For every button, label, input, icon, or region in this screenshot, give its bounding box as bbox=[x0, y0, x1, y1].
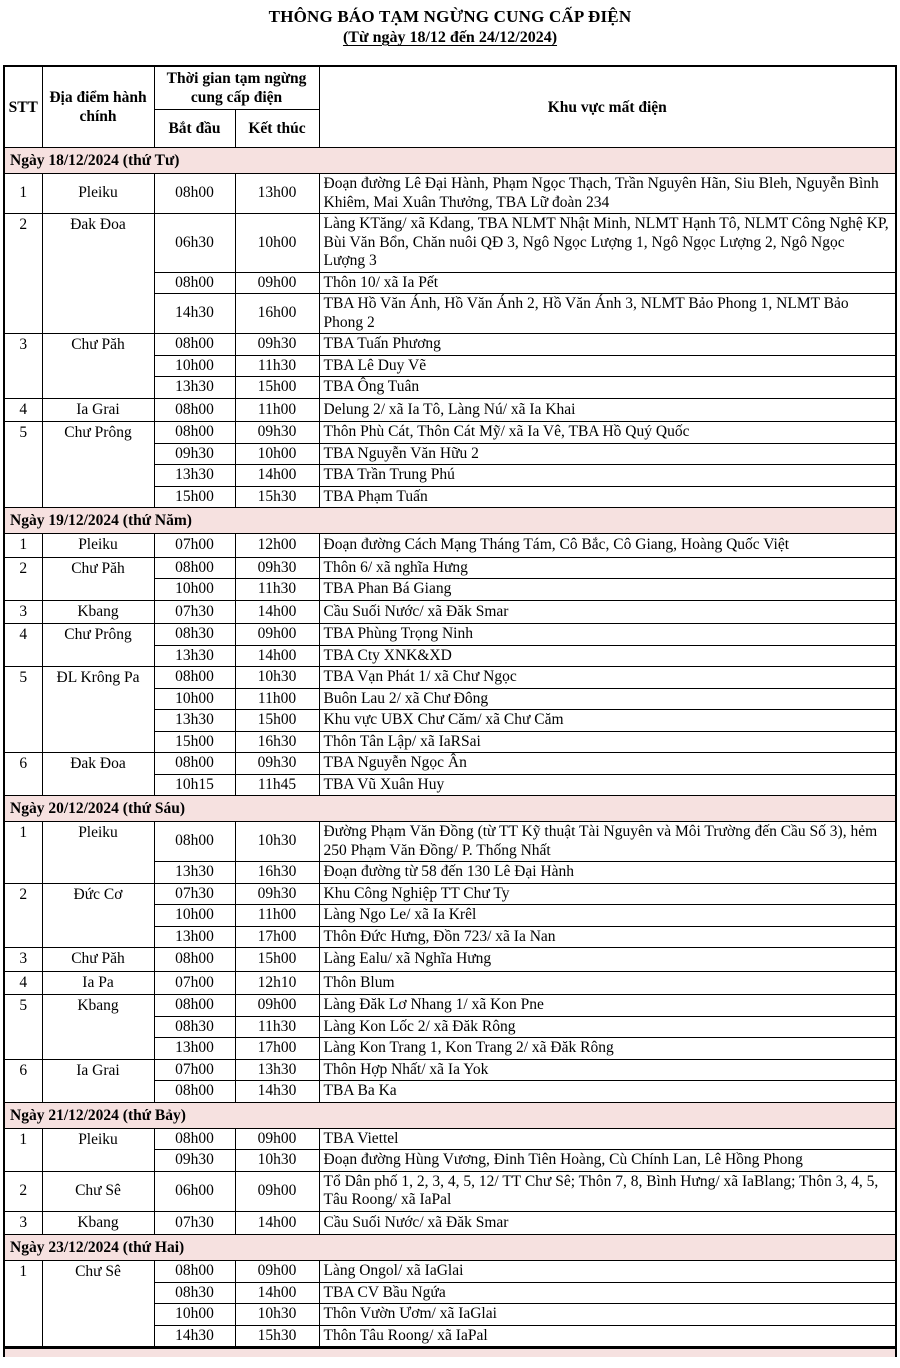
stt-cell: 6 bbox=[4, 753, 42, 796]
end-time-cell: 15h30 bbox=[235, 486, 319, 508]
location-cell: Pleiku bbox=[42, 534, 154, 558]
table-row bbox=[4, 334, 896, 356]
header-time-group: Thời gian tạm ngừng cung cấp điện bbox=[154, 66, 319, 110]
start-time-cell: 08h00 bbox=[154, 822, 235, 862]
start-time-cell: 08h00 bbox=[154, 398, 235, 422]
end-time-cell: 16h30 bbox=[235, 731, 319, 753]
start-time-cell: 08h00 bbox=[154, 995, 235, 1017]
table-row bbox=[4, 1128, 896, 1150]
end-time-cell: 11h30 bbox=[235, 355, 319, 377]
start-time-cell: 13h30 bbox=[154, 710, 235, 732]
outage-area-cell: Khu Công Nghiệp TT Chư Ty bbox=[319, 883, 896, 905]
stt-cell: 2 bbox=[4, 557, 42, 600]
end-time-cell: 15h00 bbox=[235, 948, 319, 972]
header-location: Địa điểm hành chính bbox=[42, 66, 154, 148]
table-row bbox=[4, 600, 896, 624]
end-time-cell: 11h00 bbox=[235, 688, 319, 710]
outage-area-cell: TBA Tuấn Phương bbox=[319, 334, 896, 356]
location-cell: ĐL Krông Pa bbox=[42, 667, 154, 753]
start-time-cell: 10h15 bbox=[154, 774, 235, 796]
start-time-cell: 07h30 bbox=[154, 1211, 235, 1235]
outage-area-cell: Thôn Vườn Ươm/ xã IaGlai bbox=[319, 1304, 896, 1326]
start-time-cell: 08h30 bbox=[154, 624, 235, 646]
header-end: Kết thúc bbox=[235, 110, 319, 148]
section-date-label: Ngày 18/12/2024 (thứ Tư) bbox=[4, 148, 896, 174]
start-time-cell: 13h30 bbox=[154, 377, 235, 399]
outage-area-cell: Cầu Suối Nước/ xã Đăk Smar bbox=[319, 1211, 896, 1235]
table-row bbox=[4, 667, 896, 689]
table-row bbox=[4, 753, 896, 775]
end-time-cell: 15h30 bbox=[235, 1325, 319, 1347]
end-time-cell: 12h00 bbox=[235, 534, 319, 558]
section-date-label: Ngày 23/12/2024 (thứ Hai) bbox=[4, 1235, 896, 1261]
start-time-cell: 13h30 bbox=[154, 862, 235, 884]
location-cell: Kbang bbox=[42, 1211, 154, 1235]
end-time-cell: 14h00 bbox=[235, 1282, 319, 1304]
page-subtitle bbox=[0, 27, 900, 48]
table-row bbox=[4, 948, 896, 972]
start-time-cell: 08h00 bbox=[154, 334, 235, 356]
outage-area-cell: Làng Kon Lốc 2/ xã Đăk Rông bbox=[319, 1016, 896, 1038]
outage-area-cell: TBA Viettel bbox=[319, 1128, 896, 1150]
location-cell: Ia Grai bbox=[42, 398, 154, 422]
end-time-cell: 09h00 bbox=[235, 995, 319, 1017]
end-time-cell: 09h00 bbox=[235, 272, 319, 294]
outage-area-cell: Cầu Suối Nước/ xã Đăk Smar bbox=[319, 600, 896, 624]
section-date-row bbox=[4, 796, 896, 822]
outage-area-cell: Tổ Dân phố 1, 2, 3, 4, 5, 12/ TT Chư Sê; Thôn 7, 8, Bình Hưng/ xã IaBlang; Thôn 3, 4, 5, Tâu Roong/ xã IaPal bbox=[319, 1171, 896, 1211]
stt-cell: 3 bbox=[4, 1211, 42, 1235]
start-time-cell: 08h00 bbox=[154, 174, 235, 214]
outage-area-cell: TBA Nguyễn Văn Hữu 2 bbox=[319, 443, 896, 465]
outage-area-cell: Làng Ongol/ xã IaGlai bbox=[319, 1261, 896, 1283]
outage-area-cell: Đoạn đường từ 58 đến 130 Lê Đại Hành bbox=[319, 862, 896, 884]
page-title: THÔNG BÁO TẠM NGỪNG CUNG CẤP ĐIỆN bbox=[268, 7, 632, 26]
end-time-cell: 11h30 bbox=[235, 579, 319, 601]
table-row bbox=[4, 1171, 896, 1211]
start-time-cell: 10h00 bbox=[154, 688, 235, 710]
outage-area-cell: Thôn Phù Cát, Thôn Cát Mỹ/ xã Ia Vê, TBA Hồ Quý Quốc bbox=[319, 422, 896, 444]
outage-area-cell: TBA Ông Tuân bbox=[319, 377, 896, 399]
end-time-cell: 14h00 bbox=[235, 600, 319, 624]
stt-cell: 2 bbox=[4, 883, 42, 948]
start-time-cell: 13h00 bbox=[154, 1038, 235, 1060]
stt-cell: 2 bbox=[4, 214, 42, 334]
location-cell: Chư Păh bbox=[42, 948, 154, 972]
outage-area-cell: TBA Vạn Phát 1/ xã Chư Ngọc bbox=[319, 667, 896, 689]
end-time-cell: 09h30 bbox=[235, 883, 319, 905]
location-cell: Chư Sê bbox=[42, 1261, 154, 1348]
start-time-cell: 08h30 bbox=[154, 1282, 235, 1304]
end-time-cell: 11h00 bbox=[235, 905, 319, 927]
outage-area-cell: TBA Vũ Xuân Huy bbox=[319, 774, 896, 796]
table-row bbox=[4, 995, 896, 1017]
stt-cell: 1 bbox=[4, 1261, 42, 1348]
outage-area-cell: Đoạn đường Hùng Vương, Đinh Tiên Hoàng, Cù Chính Lan, Lê Hồng Phong bbox=[319, 1150, 896, 1172]
start-time-cell: 06h00 bbox=[154, 1171, 235, 1211]
end-time-cell: 14h00 bbox=[235, 465, 319, 487]
location-cell: Chư Păh bbox=[42, 557, 154, 600]
end-time-cell: 11h00 bbox=[235, 398, 319, 422]
start-time-cell: 10h00 bbox=[154, 1304, 235, 1326]
table-row bbox=[4, 1211, 896, 1235]
start-time-cell: 14h30 bbox=[154, 1325, 235, 1347]
location-cell: Ia Pa bbox=[42, 971, 154, 995]
start-time-cell: 07h30 bbox=[154, 883, 235, 905]
end-time-cell: 15h00 bbox=[235, 377, 319, 399]
next-section-band-cutoff bbox=[3, 1348, 897, 1357]
end-time-cell: 13h00 bbox=[235, 174, 319, 214]
end-time-cell: 14h30 bbox=[235, 1081, 319, 1103]
end-time-cell: 10h30 bbox=[235, 822, 319, 862]
outage-area-cell: Khu vực UBX Chư Căm/ xã Chư Căm bbox=[319, 710, 896, 732]
end-time-cell: 16h30 bbox=[235, 862, 319, 884]
end-time-cell: 14h00 bbox=[235, 1211, 319, 1235]
start-time-cell: 08h00 bbox=[154, 1081, 235, 1103]
outage-area-cell: Buôn Lau 2/ xã Chư Đông bbox=[319, 688, 896, 710]
outage-area-cell: Làng KTăng/ xã Kdang, TBA NLMT Nhật Minh, NLMT Hạnh Tô, NLMT Công Nghệ KP, Bùi Văn Bổn, Chăn nuôi QĐ 3, Ngô Ngọc Lượng 1, Ngô Ngọc Lượng 2, Ngô Ngọc Lượng 3 bbox=[319, 214, 896, 273]
end-time-cell: 16h00 bbox=[235, 294, 319, 334]
outage-area-cell: Thôn Đức Hưng, Đồn 723/ xã Ia Nan bbox=[319, 926, 896, 948]
location-cell: Chư Prông bbox=[42, 624, 154, 667]
section-date-label: Ngày 21/12/2024 (thứ Bảy) bbox=[4, 1102, 896, 1128]
start-time-cell: 10h00 bbox=[154, 579, 235, 601]
table-row bbox=[4, 883, 896, 905]
outage-area-cell: Đoạn đường Lê Đại Hành, Phạm Ngọc Thạch, Trần Nguyên Hãn, Siu Bleh, Nguyễn Bình Khiêm, Mai Xuân Thưởng, TBA Lữ đoàn 234 bbox=[319, 174, 896, 214]
start-time-cell: 08h00 bbox=[154, 948, 235, 972]
outage-area-cell: Thôn 10/ xã Ia Pết bbox=[319, 272, 896, 294]
start-time-cell: 13h00 bbox=[154, 926, 235, 948]
start-time-cell: 08h00 bbox=[154, 1261, 235, 1283]
stt-cell: 1 bbox=[4, 534, 42, 558]
table-row bbox=[4, 214, 896, 273]
location-cell: Kbang bbox=[42, 995, 154, 1060]
outage-area-cell: Thôn Blum bbox=[319, 971, 896, 995]
section-date-row bbox=[4, 1102, 896, 1128]
table-row bbox=[4, 422, 896, 444]
stt-cell: 1 bbox=[4, 822, 42, 884]
stt-cell: 4 bbox=[4, 624, 42, 667]
end-time-cell: 11h45 bbox=[235, 774, 319, 796]
end-time-cell: 09h30 bbox=[235, 557, 319, 579]
outage-area-cell: Delung 2/ xã Ia Tô, Làng Nú/ xã Ia Khai bbox=[319, 398, 896, 422]
end-time-cell: 09h30 bbox=[235, 334, 319, 356]
section-date-row bbox=[4, 1235, 896, 1261]
end-time-cell: 09h30 bbox=[235, 753, 319, 775]
start-time-cell: 07h00 bbox=[154, 1059, 235, 1081]
outage-area-cell: Đoạn đường Cách Mạng Tháng Tám, Cô Bắc, Cô Giang, Hoàng Quốc Việt bbox=[319, 534, 896, 558]
location-cell: Pleiku bbox=[42, 822, 154, 884]
stt-cell: 5 bbox=[4, 667, 42, 753]
start-time-cell: 09h30 bbox=[154, 443, 235, 465]
stt-cell: 4 bbox=[4, 971, 42, 995]
start-time-cell: 07h00 bbox=[154, 971, 235, 995]
outage-area-cell: Thôn Hợp Nhất/ xã Ia Yok bbox=[319, 1059, 896, 1081]
end-time-cell: 10h00 bbox=[235, 443, 319, 465]
start-time-cell: 08h30 bbox=[154, 1016, 235, 1038]
start-time-cell: 07h00 bbox=[154, 534, 235, 558]
end-time-cell: 13h30 bbox=[235, 1059, 319, 1081]
stt-cell: 1 bbox=[4, 174, 42, 214]
end-time-cell: 17h00 bbox=[235, 1038, 319, 1060]
end-time-cell: 09h00 bbox=[235, 624, 319, 646]
stt-cell: 5 bbox=[4, 995, 42, 1060]
outage-area-cell: TBA Lê Duy Vẽ bbox=[319, 355, 896, 377]
location-cell: Đức Cơ bbox=[42, 883, 154, 948]
end-time-cell: 10h30 bbox=[235, 1304, 319, 1326]
stt-cell: 3 bbox=[4, 948, 42, 972]
outage-area-cell: TBA Phạm Tuấn bbox=[319, 486, 896, 508]
outage-schedule-table bbox=[3, 65, 897, 1348]
stt-cell: 2 bbox=[4, 1171, 42, 1211]
end-time-cell: 14h00 bbox=[235, 645, 319, 667]
start-time-cell: 08h00 bbox=[154, 753, 235, 775]
table-body bbox=[4, 148, 896, 1348]
start-time-cell: 10h00 bbox=[154, 905, 235, 927]
stt-cell: 3 bbox=[4, 334, 42, 399]
page-subtitle-text: (Từ ngày 18/12 đến 24/12/2024) bbox=[342, 29, 558, 46]
table-row bbox=[4, 624, 896, 646]
location-cell: Pleiku bbox=[42, 1128, 154, 1171]
start-time-cell: 06h30 bbox=[154, 214, 235, 273]
table-row bbox=[4, 971, 896, 995]
location-cell: Ia Grai bbox=[42, 1059, 154, 1102]
table-row bbox=[4, 1261, 896, 1283]
end-time-cell: 09h00 bbox=[235, 1261, 319, 1283]
start-time-cell: 08h00 bbox=[154, 1128, 235, 1150]
start-time-cell: 13h30 bbox=[154, 465, 235, 487]
outage-area-cell: TBA Phùng Trọng Ninh bbox=[319, 624, 896, 646]
stt-cell: 3 bbox=[4, 600, 42, 624]
location-cell: Chư Sê bbox=[42, 1171, 154, 1211]
outage-area-cell: Làng Ealu/ xã Nghĩa Hưng bbox=[319, 948, 896, 972]
outage-area-cell: TBA Nguyễn Ngọc Ân bbox=[319, 753, 896, 775]
outage-area-cell: Thôn Tân Lập/ xã IaRSai bbox=[319, 731, 896, 753]
end-time-cell: 10h30 bbox=[235, 1150, 319, 1172]
end-time-cell: 09h00 bbox=[235, 1128, 319, 1150]
stt-cell: 1 bbox=[4, 1128, 42, 1171]
section-date-row bbox=[4, 148, 896, 174]
location-cell: Chư Prông bbox=[42, 422, 154, 508]
table-row bbox=[4, 822, 896, 862]
location-cell: Đak Đoa bbox=[42, 214, 154, 334]
end-time-cell: 10h30 bbox=[235, 667, 319, 689]
start-time-cell: 08h00 bbox=[154, 557, 235, 579]
stt-cell: 5 bbox=[4, 422, 42, 508]
location-cell: Pleiku bbox=[42, 174, 154, 214]
location-cell: Đak Đoa bbox=[42, 753, 154, 796]
end-time-cell: 11h30 bbox=[235, 1016, 319, 1038]
start-time-cell: 14h30 bbox=[154, 294, 235, 334]
header-start: Bắt đầu bbox=[154, 110, 235, 148]
start-time-cell: 10h00 bbox=[154, 355, 235, 377]
stt-cell: 6 bbox=[4, 1059, 42, 1102]
outage-area-cell: TBA Trần Trung Phú bbox=[319, 465, 896, 487]
table-header bbox=[4, 66, 896, 148]
start-time-cell: 07h30 bbox=[154, 600, 235, 624]
start-time-cell: 13h30 bbox=[154, 645, 235, 667]
start-time-cell: 08h00 bbox=[154, 667, 235, 689]
start-time-cell: 15h00 bbox=[154, 731, 235, 753]
stt-cell: 4 bbox=[4, 398, 42, 422]
end-time-cell: 15h00 bbox=[235, 710, 319, 732]
section-date-label: Ngày 19/12/2024 (thứ Năm) bbox=[4, 508, 896, 534]
location-cell: Chư Păh bbox=[42, 334, 154, 399]
outage-area-cell: Đường Phạm Văn Đồng (từ TT Kỹ thuật Tài Nguyên và Môi Trường đến Cầu Số 3), hẻm 250 Phạm Văn Đồng/ P. Thống Nhất bbox=[319, 822, 896, 862]
table-row bbox=[4, 1059, 896, 1081]
table-row bbox=[4, 557, 896, 579]
outage-area-cell: TBA Hồ Văn Ánh, Hồ Văn Ánh 2, Hồ Văn Ánh 3, NLMT Bảo Phong 1, NLMT Bảo Phong 2 bbox=[319, 294, 896, 334]
end-time-cell: 09h30 bbox=[235, 422, 319, 444]
end-time-cell: 12h10 bbox=[235, 971, 319, 995]
table-row bbox=[4, 534, 896, 558]
end-time-cell: 10h00 bbox=[235, 214, 319, 273]
outage-area-cell: Thôn Tâu Roong/ xã IaPal bbox=[319, 1325, 896, 1347]
outage-area-cell: Làng Ngo Le/ xã Ia Krêl bbox=[319, 905, 896, 927]
end-time-cell: 17h00 bbox=[235, 926, 319, 948]
header-stt: STT bbox=[4, 66, 42, 148]
outage-area-cell: Thôn 6/ xã nghĩa Hưng bbox=[319, 557, 896, 579]
start-time-cell: 08h00 bbox=[154, 422, 235, 444]
outage-area-cell: TBA CV Bầu Ngứa bbox=[319, 1282, 896, 1304]
header-area: Khu vực mất điện bbox=[319, 66, 896, 148]
section-date-row bbox=[4, 508, 896, 534]
location-cell: Kbang bbox=[42, 600, 154, 624]
start-time-cell: 09h30 bbox=[154, 1150, 235, 1172]
outage-area-cell: Làng Đăk Lơ Nhang 1/ xã Kon Pne bbox=[319, 995, 896, 1017]
outage-area-cell: TBA Ba Ka bbox=[319, 1081, 896, 1103]
outage-area-cell: TBA Cty XNK&XD bbox=[319, 645, 896, 667]
start-time-cell: 15h00 bbox=[154, 486, 235, 508]
table-row bbox=[4, 398, 896, 422]
section-date-label: Ngày 20/12/2024 (thứ Sáu) bbox=[4, 796, 896, 822]
outage-area-cell: Làng Kon Trang 1, Kon Trang 2/ xã Đăk Rông bbox=[319, 1038, 896, 1060]
end-time-cell: 09h00 bbox=[235, 1171, 319, 1211]
outage-area-cell: TBA Phan Bá Giang bbox=[319, 579, 896, 601]
table-row bbox=[4, 174, 896, 214]
start-time-cell: 08h00 bbox=[154, 272, 235, 294]
